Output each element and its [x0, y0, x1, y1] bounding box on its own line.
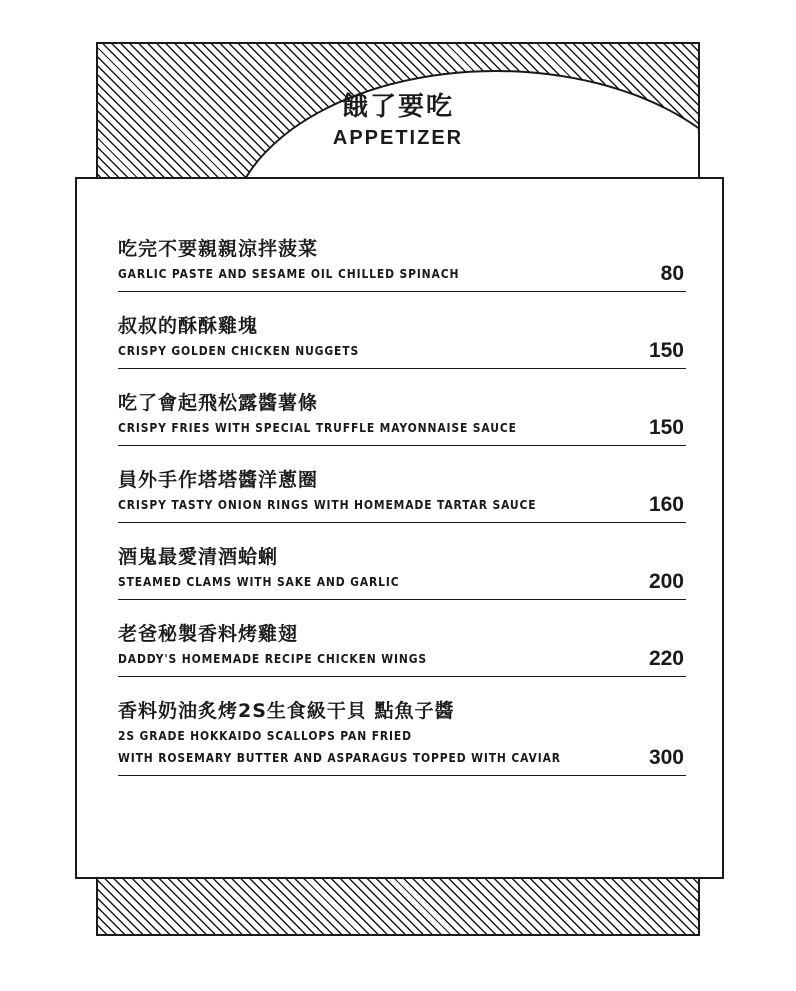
item-name-en: STEAMED CLAMS WITH SAKE AND GARLIC: [118, 574, 400, 589]
menu-card: [75, 177, 724, 879]
menu-header: [96, 92, 700, 150]
item-name-en: GARLIC PASTE AND SESAME OIL CHILLED SPINACH: [118, 266, 460, 281]
item-price: 80: [660, 262, 684, 285]
item-name-zh: 叔叔的酥酥雞塊: [118, 315, 259, 337]
menu-item: [118, 622, 686, 677]
item-name-en: DADDY'S HOMEMADE RECIPE CHICKEN WINGS: [118, 651, 427, 666]
item-price: 150: [648, 339, 684, 362]
menu-item: [118, 468, 686, 523]
item-name-zh: 香料奶油炙烤2S生食級干貝 點魚子醬: [118, 700, 455, 722]
item-price: 150: [648, 416, 684, 439]
section-title-en: APPETIZER: [332, 127, 464, 149]
menu-item: [118, 237, 686, 292]
item-price: 160: [648, 493, 684, 516]
item-name-en: CRISPY TASTY ONION RINGS WITH HOMEMADE TARTAR SAUCE: [118, 497, 537, 512]
menu-item: [118, 699, 686, 776]
item-price: 200: [648, 570, 684, 593]
menu-item: [118, 314, 686, 369]
item-price: 300: [648, 746, 684, 769]
menu-list: [118, 237, 686, 798]
item-name-zh: 吃了會起飛松露醬薯條: [118, 392, 319, 414]
menu-item: [118, 391, 686, 446]
item-price: 220: [648, 647, 684, 670]
item-name-en: CRISPY GOLDEN CHICKEN NUGGETS: [118, 343, 360, 358]
item-name-zh: 老爸秘製香料烤雞翅: [118, 623, 299, 645]
item-name-zh: 酒鬼最愛清酒蛤蜊: [118, 546, 279, 568]
item-name-en: 2S GRADE HOKKAIDO SCALLOPS PAN FRIED WITH ROSEMARY BUTTER AND ASPARAGUS TOPPED WITH CAVIAR: [118, 728, 561, 765]
item-name-zh: 員外手作塔塔醬洋蔥圈: [118, 469, 319, 491]
item-name-zh: 吃完不要親親涼拌菠菜: [118, 238, 319, 260]
item-name-en: CRISPY FRIES WITH SPECIAL TRUFFLE MAYONNAISE SAUCE: [118, 420, 517, 435]
section-title-zh: 餓了要吃: [341, 92, 454, 122]
menu-item: [118, 545, 686, 600]
